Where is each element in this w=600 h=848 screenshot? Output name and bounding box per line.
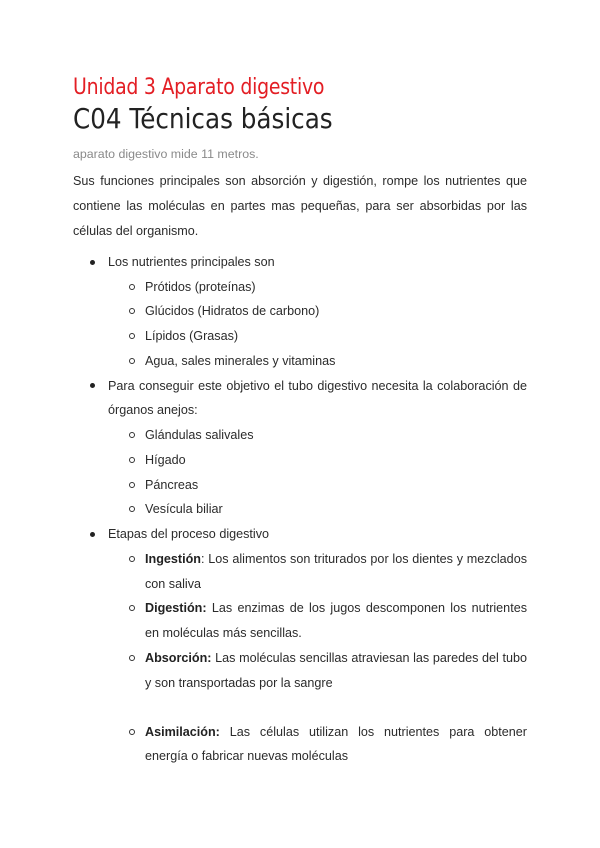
- nutrients-sublist: [108, 275, 527, 374]
- stage-term: Asimilación:: [145, 724, 220, 739]
- sublist-item: Vesícula biliar: [108, 497, 527, 522]
- stage-term: Absorción:: [145, 650, 212, 665]
- stage-term: Digestión:: [145, 601, 207, 616]
- stage-description: Las moléculas sencillas atraviesan las paredes del tubo y son transportadas por la sangre: [145, 650, 527, 690]
- sublist-item: Lípidos (Grasas): [108, 324, 527, 349]
- stage-description: : Los alimentos son triturados por los dientes y mezclados con saliva: [145, 551, 527, 591]
- list-item-text: Los nutrientes principales son: [108, 255, 275, 269]
- stage-description: Las enzimas de los jugos descomponen los nutrientes en moléculas más sencillas.: [145, 601, 527, 641]
- document-page: [73, 74, 527, 769]
- stage-description: Las células utilizan los nutrientes para obtener energía o fabricar nuevas moléculas: [145, 724, 527, 764]
- stages-sublist: [108, 547, 527, 769]
- stage-term: Ingestión: [145, 551, 201, 566]
- list-item-text: Etapas del proceso digestivo: [108, 527, 270, 542]
- organs-sublist: [108, 423, 527, 522]
- subtitle-text: aparato digestivo mide 11 metros.: [73, 147, 259, 161]
- intro-paragraph: Sus funciones principales son absorción y digestión, rompe los nutrientes que contiene las moléculas en partes mas pequeñas, para ser absorbidas por las células del organismo.: [73, 174, 527, 238]
- sublist-item: Prótidos (proteínas): [108, 275, 527, 300]
- list-item-stages: [73, 522, 527, 769]
- list-item-organs: [73, 374, 527, 522]
- sublist-item: Páncreas: [108, 473, 527, 498]
- sublist-item: Agua, sales minerales y vitaminas: [108, 349, 527, 374]
- unit-title: Unidad 3 Aparato digestivo: [73, 75, 325, 100]
- list-item-text: Para conseguir este objetivo el tubo digestivo necesita la colaboración de órganos anejos:: [108, 378, 527, 418]
- main-bullet-list: [73, 250, 527, 769]
- sublist-item: Glúcidos (Hidratos de carbono): [108, 299, 527, 324]
- sublist-item: Glándulas salivales: [108, 423, 527, 448]
- stage-item: [108, 547, 527, 597]
- stage-item: [108, 720, 527, 770]
- sublist-item: Hígado: [108, 448, 527, 473]
- list-item-nutrients: [73, 250, 527, 374]
- stage-item: [108, 646, 527, 696]
- page-title: C04 Técnicas básicas: [73, 102, 333, 135]
- stage-item: [108, 596, 527, 646]
